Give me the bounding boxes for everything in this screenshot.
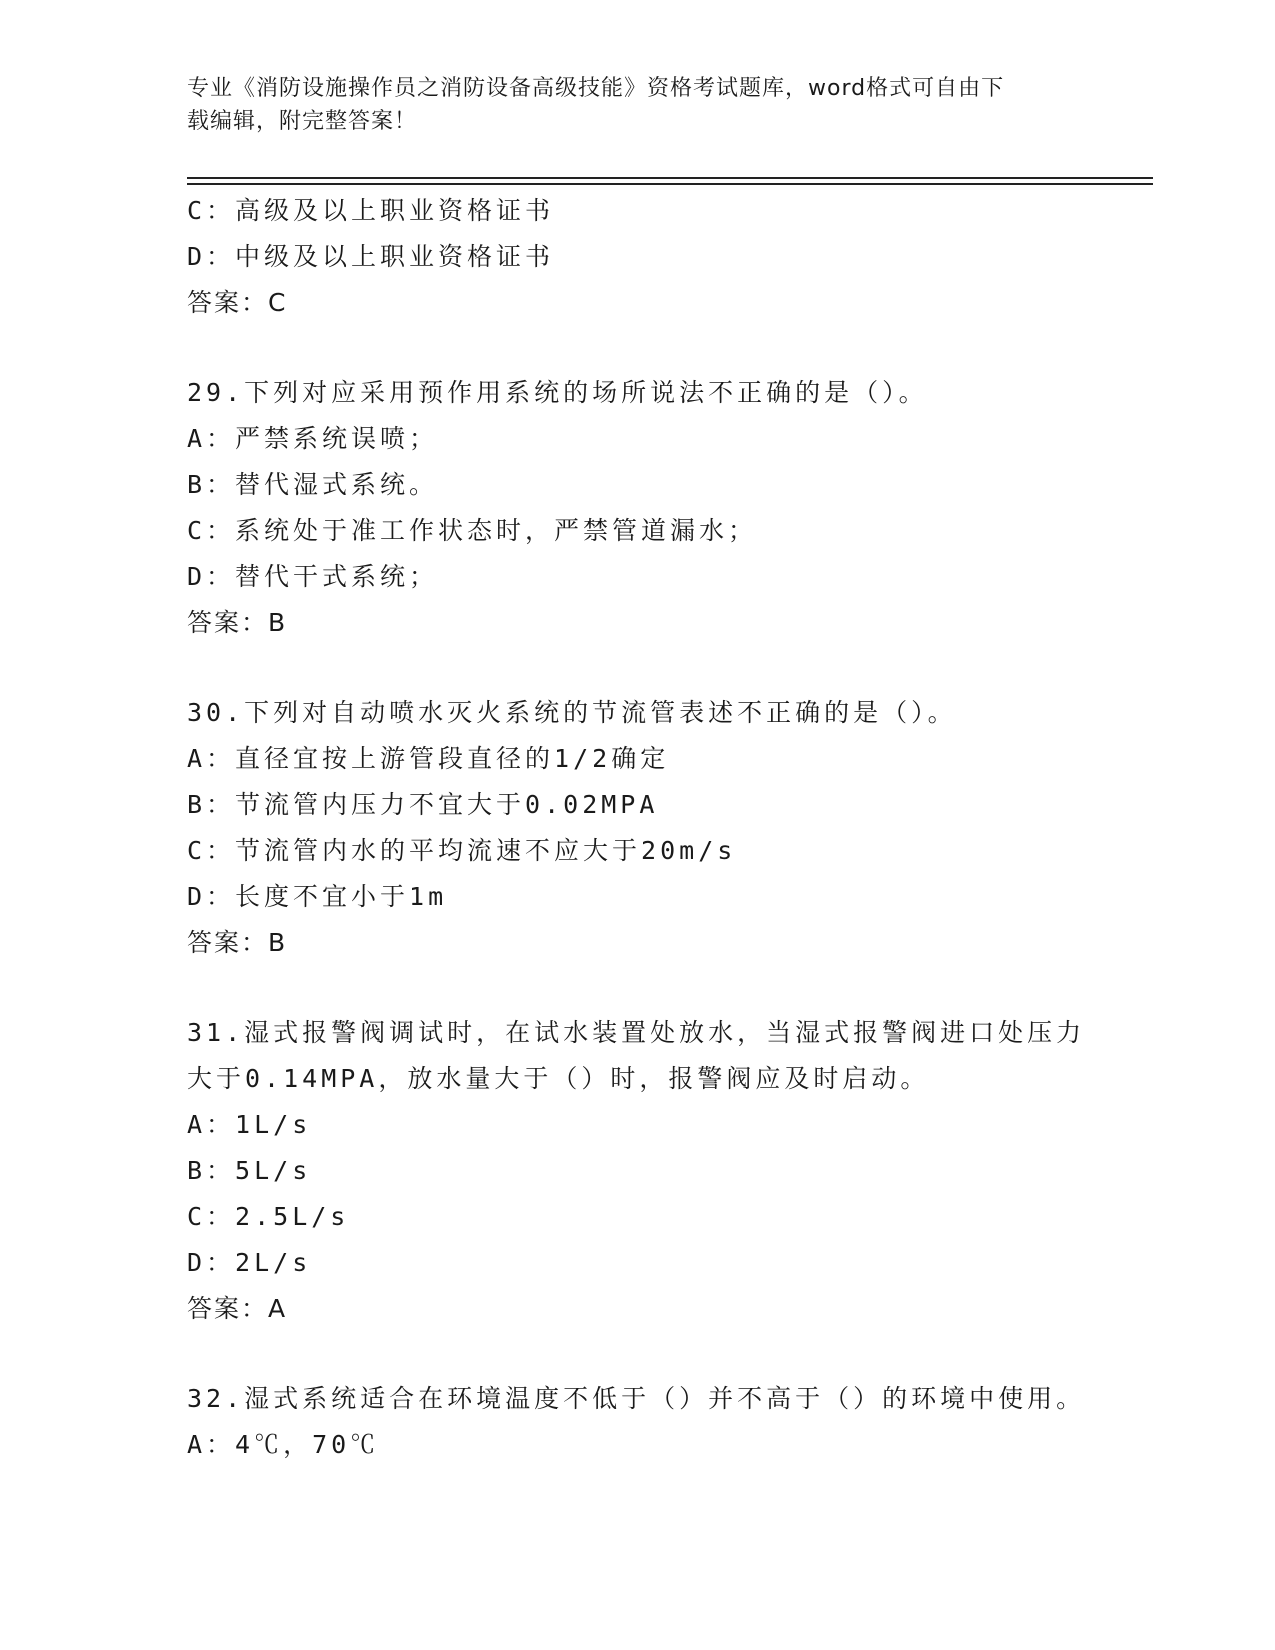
option-d: D：长度不宜小于1m bbox=[187, 882, 448, 911]
spacer bbox=[187, 966, 1137, 1010]
spacer bbox=[187, 326, 1137, 370]
answer-line: 答案：B bbox=[187, 928, 288, 957]
question-stem: 29.下列对应采用预作用系统的场所说法不正确的是（）。 bbox=[187, 378, 928, 407]
question-29 bbox=[187, 370, 1137, 646]
option-a: A：直径宜按上游管段直径的1/2确定 bbox=[187, 744, 670, 773]
option-b: B：节流管内压力不宜大于0.02MPA bbox=[187, 790, 659, 819]
question-28-tail bbox=[187, 188, 1137, 326]
question-stem: 30.下列对自动喷水灭火系统的节流管表述不正确的是（）。 bbox=[187, 698, 957, 727]
question-30 bbox=[187, 690, 1137, 966]
question-stem-line-2: 大于0.14MPA，放水量大于（）时，报警阀应及时启动。 bbox=[187, 1064, 930, 1093]
question-content bbox=[187, 188, 1137, 1468]
spacer bbox=[187, 646, 1137, 690]
answer-line: 答案：A bbox=[187, 1294, 288, 1323]
option-c: C：2.5L/s bbox=[187, 1202, 350, 1231]
header-divider-top bbox=[187, 177, 1153, 179]
option-d: D：替代干式系统； bbox=[187, 562, 439, 591]
option-c: C：高级及以上职业资格证书 bbox=[187, 196, 555, 225]
question-stem: 32.湿式系统适合在环境温度不低于（）并不高于（）的环境中使用。 bbox=[187, 1384, 1086, 1413]
option-b: B：5L/s bbox=[187, 1156, 312, 1185]
header-line-2: 载编辑，附完整答案！ bbox=[187, 109, 418, 134]
header-divider-bottom bbox=[187, 183, 1153, 185]
spacer bbox=[187, 1332, 1137, 1376]
question-32 bbox=[187, 1376, 1137, 1468]
answer-line: 答案：C bbox=[187, 288, 288, 317]
option-a: A：严禁系统误喷； bbox=[187, 424, 439, 453]
option-c: C：节流管内水的平均流速不应大于20m/s bbox=[187, 836, 737, 865]
option-a: A：1L/s bbox=[187, 1110, 312, 1139]
document-header bbox=[187, 72, 1067, 138]
header-line-1: 专业《消防设施操作员之消防设备高级技能》资格考试题库，word格式可自由下 bbox=[187, 76, 1005, 101]
option-b: B：替代湿式系统。 bbox=[187, 470, 439, 499]
option-d: D：中级及以上职业资格证书 bbox=[187, 242, 555, 271]
question-stem-line-1: 31.湿式报警阀调试时，在试水装置处放水，当湿式报警阀进口处压力 bbox=[187, 1018, 1086, 1047]
option-a: A：4℃，70℃ bbox=[187, 1430, 380, 1459]
option-d: D：2L/s bbox=[187, 1248, 312, 1277]
answer-line: 答案：B bbox=[187, 608, 288, 637]
question-31 bbox=[187, 1010, 1137, 1332]
option-c: C：系统处于准工作状态时，严禁管道漏水； bbox=[187, 516, 758, 545]
